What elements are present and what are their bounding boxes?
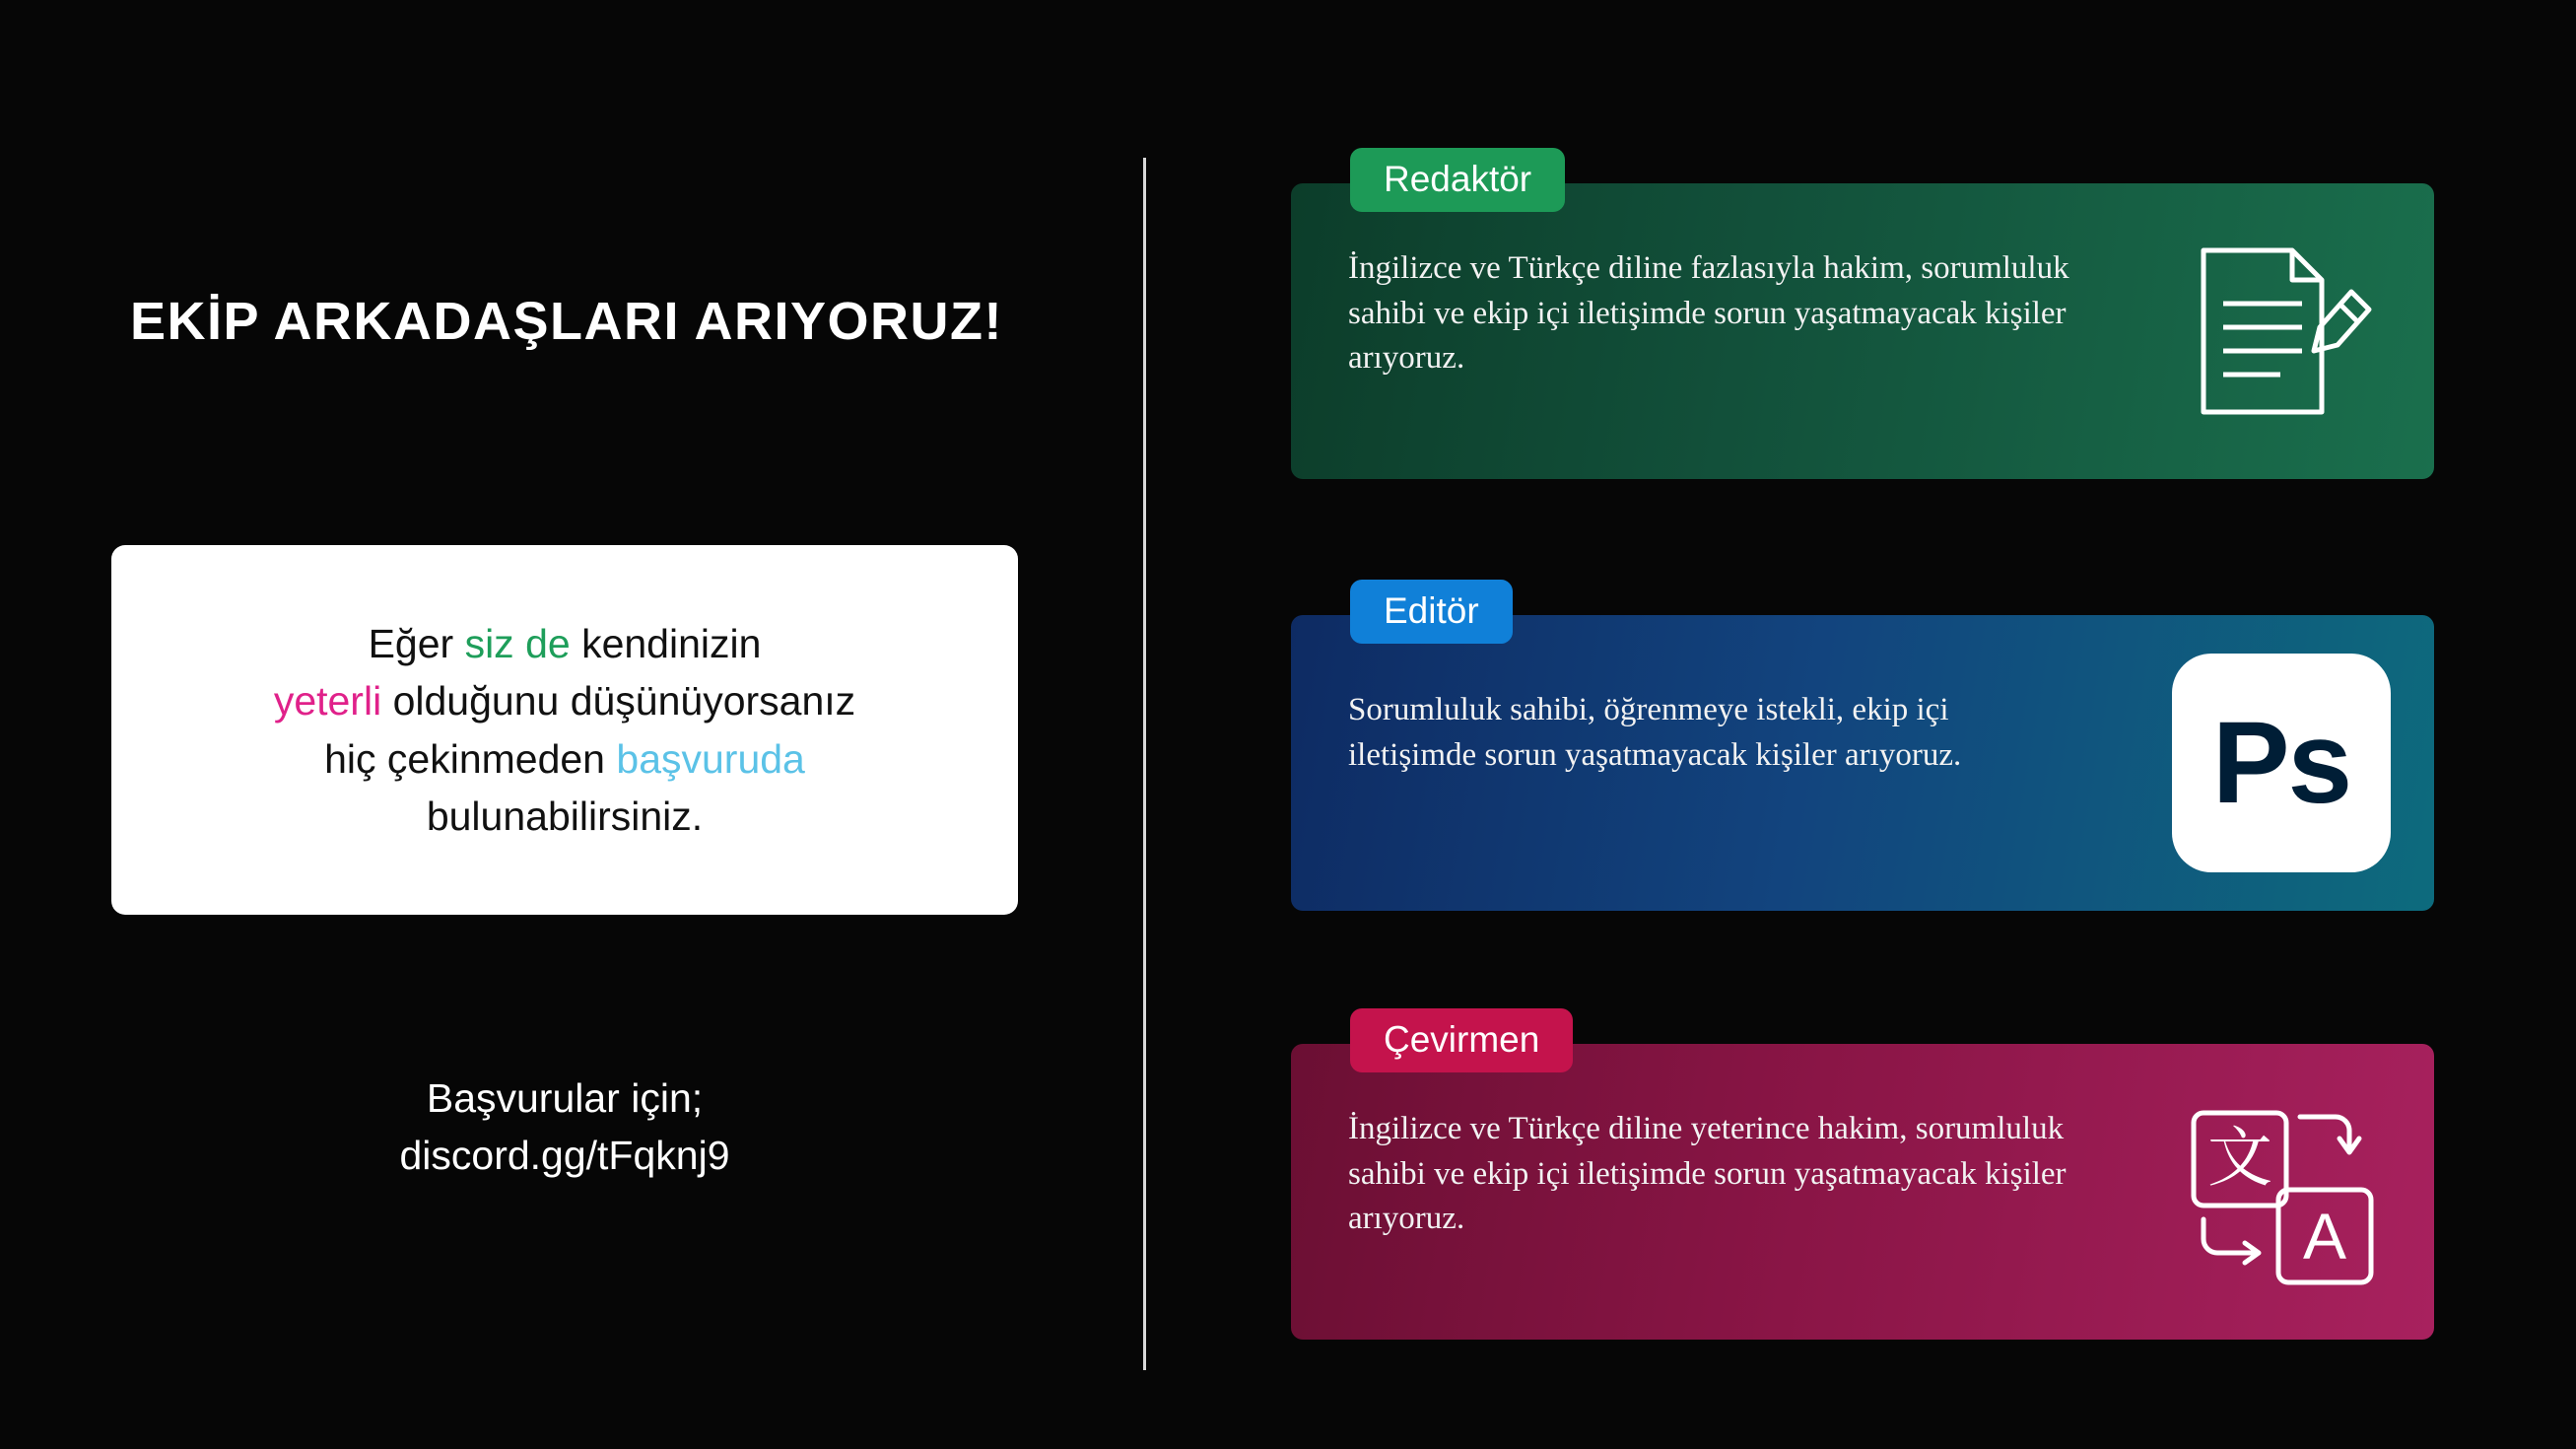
role-card-editor (1291, 615, 2434, 911)
svg-text:文: 文 (2207, 1121, 2272, 1194)
photoshop-icon-label: Ps (2211, 698, 2351, 828)
document-pencil-icon (2172, 233, 2379, 430)
info-line2-rest: olduğunu düşünüyorsanız (381, 678, 856, 724)
apply-block (111, 1070, 1018, 1184)
role-description-editor: Sorumluluk sahibi, öğrenmeye istekli, ekip içi iletişimde sorun yaşatmayacak kişiler arıyoruz. (1348, 692, 1962, 773)
info-line1-highlight: siz de (464, 621, 571, 667)
info-line4: bulunabilirsiniz. (426, 793, 704, 839)
page-title: EKİP ARKADAŞLARI ARIYORUZ! (130, 292, 1004, 351)
photoshop-icon (2172, 654, 2391, 872)
role-tag-redaktor: Redaktör (1350, 148, 1565, 212)
info-line2-highlight: yeterli (273, 678, 382, 724)
info-line3-highlight: başvuruda (616, 735, 805, 782)
vertical-divider (1143, 158, 1146, 1370)
info-card (111, 545, 1018, 915)
role-block-cevirmen (1291, 1008, 2434, 1348)
role-card-cevirmen (1291, 1044, 2434, 1340)
info-line3-part1: hiç çekinmeden (324, 735, 617, 782)
right-column (1291, 0, 2503, 1449)
info-line1-part2: kendinizin (570, 621, 762, 667)
discord-link[interactable]: discord.gg/tFqknj9 (399, 1133, 730, 1179)
info-card-text (238, 615, 891, 845)
info-line1-part1: Eğer (368, 621, 465, 667)
role-tag-editor: Editör (1350, 580, 1513, 644)
role-description-cevirmen: İngilizce ve Türkçe diline yeterince hakim, sorumluluk sahibi ve ekip içi iletişimde sorun yaşatmayacak kişiler arıyoruz. (1348, 1111, 2067, 1237)
apply-label: Başvurular için; (426, 1075, 704, 1121)
translate-icon (2172, 1093, 2379, 1290)
role-block-editor (1291, 580, 2434, 920)
svg-text:A: A (2302, 1200, 2347, 1273)
role-block-redaktor (1291, 148, 2434, 488)
role-tag-cevirmen: Çevirmen (1350, 1008, 1573, 1072)
role-card-redaktor (1291, 183, 2434, 479)
role-description-redaktor: İngilizce ve Türkçe diline fazlasıyla hakim, sorumluluk sahibi ve ekip içi iletişimde sorun yaşatmayacak kişiler arıyoruz. (1348, 250, 2069, 377)
left-column (0, 0, 1143, 1449)
